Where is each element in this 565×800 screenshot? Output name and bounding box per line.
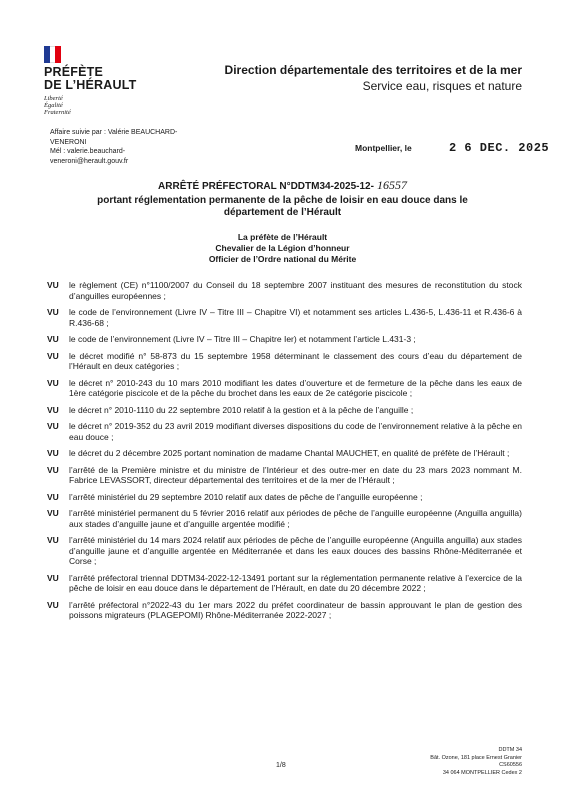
consideration-text: l’arrêté ministériel du 14 mars 2024 relatif aux périodes de pêche de l’anguille européenne (Anguilla anguilla) aux stades d’anguille jaune et d’anguille argentée en Méditerranée et dans les eaux douces des bassins Rhône-Méditerranée et Corse ; bbox=[69, 535, 522, 566]
direction-service: Service eau, risques et nature bbox=[362, 79, 522, 93]
address-line-4: 34 064 MONTPELLIER Cedex 2 bbox=[442, 769, 522, 776]
consideration-item bbox=[47, 492, 522, 503]
consideration-item bbox=[47, 307, 522, 328]
date-stamp: 2 6 DEC. 2025 bbox=[449, 141, 550, 155]
contact-email: veneroni@herault.gouv.fr bbox=[50, 157, 129, 165]
prefecture-name-line-2: DE L’HÉRAULT bbox=[44, 78, 137, 92]
contact-line-1: Affaire suivie par : Valérie BEAUCHARD- bbox=[50, 129, 178, 136]
vu-label: VU bbox=[47, 535, 59, 545]
signatory-line-3: Officier de l’Ordre national du Mérite bbox=[208, 254, 357, 264]
contact-block bbox=[50, 128, 240, 166]
motto-egalite: Égalité bbox=[44, 102, 63, 109]
consideration-item bbox=[47, 448, 522, 459]
address-line-2: Bât. Ozone, 181 place Ernest Granier bbox=[430, 754, 522, 761]
consideration-text: le décret n° 2010-243 du 10 mars 2010 modifiant les dates d’ouverture et de fermeture de la pêche dans les eaux de 1ère catégorie piscicole et de la pêche du brochet dans les eaux de 2e catégorie piscicole ; bbox=[69, 377, 522, 398]
consideration-text: le décret du 2 décembre 2025 portant nomination de madame Chantal MAUCHET, en qualité de préfète de l’Hérault ; bbox=[69, 448, 510, 458]
handwritten-number: 16557 bbox=[376, 178, 407, 192]
contact-line-2: VENERONI bbox=[50, 138, 87, 146]
decree-number: ARRÊTÉ PRÉFECTORAL N°DDTM34-2025-12- bbox=[158, 181, 374, 192]
consideration-item bbox=[47, 405, 522, 416]
vu-label: VU bbox=[47, 421, 59, 431]
motto-fraternite: Fraternité bbox=[44, 109, 71, 116]
consideration-item bbox=[47, 600, 522, 621]
consideration-item bbox=[47, 508, 522, 529]
vu-label: VU bbox=[47, 404, 59, 415]
consideration-item bbox=[47, 465, 522, 486]
consideration-text: l’arrêté de la Première ministre et du ministre de l’Intérieur et des outre-mer en date du 23 mars 2023 nommant M. Fabrice LEVASSORT, directeur départemental des territoires et de la mer de l’Hérault ; bbox=[69, 464, 522, 485]
vu-label: VU bbox=[47, 377, 59, 388]
consideration-item bbox=[47, 334, 522, 345]
french-flag-logo bbox=[44, 46, 61, 63]
consideration-text: le code de l’environnement (Livre IV – Titre III – Chapitre VI) et notamment ses articles L.436-5, L.436-11 et R.436-6 à R.436-68 ; bbox=[69, 307, 522, 328]
consideration-item bbox=[47, 573, 522, 594]
consideration-item bbox=[47, 421, 522, 442]
address-line-1: DDTM 34 bbox=[498, 747, 522, 753]
page-number: 1/8 bbox=[276, 762, 286, 769]
consideration-item bbox=[47, 280, 522, 301]
motto-liberte: Liberté bbox=[44, 95, 63, 102]
consideration-text: le décret n° 2010-1110 du 22 septembre 2010 relatif à la gestion et à la pêche de l’anguille ; bbox=[69, 404, 414, 415]
address-line-3: CS60556 bbox=[499, 762, 522, 768]
vu-label: VU bbox=[47, 280, 59, 290]
vu-label: VU bbox=[47, 448, 59, 458]
consideration-text: le code de l’environnement (Livre IV – Titre III – Chapitre Ier) et notamment l’article L.431-3 ; bbox=[69, 334, 416, 344]
consideration-text: l’arrêté préfectoral n°2022-43 du 1er mars 2022 du préfet coordinateur de bassin approuvant le plan de gestion des poissons migrateurs (PLAGEPOMI) Rhône-Méditerranée 2022-2027 ; bbox=[69, 599, 522, 620]
republic-motto bbox=[44, 95, 71, 116]
prefecture-name bbox=[44, 66, 136, 92]
vu-label: VU bbox=[47, 572, 59, 583]
vu-label: VU bbox=[47, 334, 59, 344]
consideration-item bbox=[47, 535, 522, 567]
prefecture-name-line-1: PRÉFÈTE bbox=[44, 65, 104, 79]
considerations-list bbox=[47, 280, 522, 627]
vu-label: VU bbox=[47, 350, 59, 361]
vu-label: VU bbox=[47, 508, 59, 518]
consideration-text: le règlement (CE) n°1100/2007 du Conseil du 18 septembre 2007 instituant des mesures de reconstitution du stock d’anguilles européennes ; bbox=[69, 280, 522, 301]
vu-label: VU bbox=[47, 464, 59, 475]
vu-label: VU bbox=[47, 491, 59, 502]
vu-label: VU bbox=[47, 599, 59, 610]
consideration-text: l’arrêté ministériel du 29 septembre 2010 relatif aux dates de pêche de l’anguille européenne ; bbox=[69, 491, 423, 502]
consideration-text: l’arrêté ministériel permanent du 5 février 2016 relatif aux périodes de pêche de l’anguille européenne (Anguilla anguilla) aux stades d’anguille jaune et d’anguille argentée modifié ; bbox=[69, 508, 522, 529]
consideration-text: l’arrêté préfectoral triennal DDTM34-2022-12-13491 portant sur la réglementation permanente relative à l’exercice de la pêche de loisir en eau douce dans le département de l’Hérault, en date du 20 décembre 2022 ; bbox=[69, 572, 522, 593]
consideration-text: le décret n° 2019-352 du 23 avril 2019 modifiant diverses dispositions du code de l’environnement relative à la pêche en eau douce ; bbox=[69, 421, 522, 442]
signatory-line-2: Chevalier de la Légion d’honneur bbox=[215, 243, 350, 253]
place-label: Montpellier, le bbox=[355, 143, 412, 153]
consideration-item bbox=[47, 378, 522, 399]
flag-red-stripe bbox=[55, 46, 61, 63]
consideration-text: le décret modifié n° 58-873 du 15 septembre 1958 déterminant le classement des cours d’eau du département de l’Hérault en deux catégories ; bbox=[69, 350, 522, 371]
decree-subject: portant réglementation permanente de la pêche de loisir en eau douce dans le département de l’Hérault bbox=[97, 195, 468, 218]
contact-line-3: Mél : valerie.beauchard- bbox=[50, 148, 126, 155]
signatory-block bbox=[0, 232, 565, 265]
consideration-item bbox=[47, 351, 522, 372]
address-block bbox=[430, 747, 522, 777]
vu-label: VU bbox=[47, 307, 59, 317]
direction-title: Direction départementale des territoires et de la mer bbox=[224, 63, 522, 77]
decree-title bbox=[0, 178, 565, 193]
signatory-line-1: La préfète de l’Hérault bbox=[237, 232, 328, 242]
